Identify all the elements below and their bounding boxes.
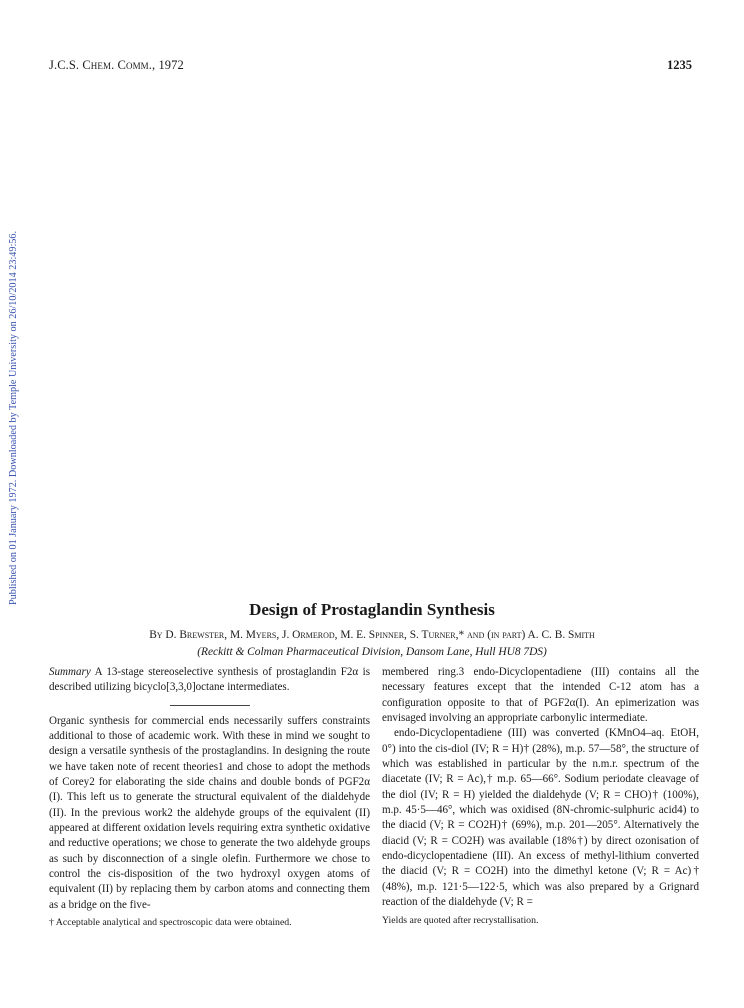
summary-body: A 13-stage stereoselective synthesis of prostaglandin F2α is described utilizing bicyclo[3,3,0]octane intermediates. <box>49 666 371 694</box>
article-title: Design of Prostaglandin Synthesis <box>249 600 495 619</box>
footnote-yields: Yields are quoted after recrystallisation. <box>382 914 539 926</box>
author-line <box>0 629 744 641</box>
author-names: By D. Brewster, M. Myers, J. Ormerod, M. E. Spinner, S. Turner,* and (in part) A. C. B. Smith <box>149 629 595 641</box>
left-column <box>49 665 370 931</box>
journal-citation: J.C.S. Chem. Comm., 1972 <box>49 58 184 72</box>
summary-label: Summary <box>49 666 91 678</box>
body-paragraph-1: Organic synthesis for commercial ends necessarily suffers constraints additional to those of academic work. With these in mind we sought to design a versatile synthesis of the prostaglandins. In designing the route we have taken note of recent theories1 and chose to adopt the methods of Corey2 for elaborating the side chains and double bonds of PGF2α (I). This left us to generate the structural equivalent of the dialdehyde (II). In the previous work2 the aldehyde groups of the equivalent (II) appeared at different oxidation levels requiring extra synthetic oxidative and reductive operations; we chose to generate the two aldehyde groups as such by disconnection of a single olefin. Furthermore we chose to control the cis-disposition of the two hydroxyl oxygen atoms of equivalent (II) by replacing them by carbon atoms and connecting them as a bridge on the five- <box>49 714 370 911</box>
journal-header <box>49 58 184 73</box>
body-paragraph-2: membered ring.3 endo-Dicyclopentadiene (III) contains all the necessary features except that the intended C-12 atom has a configuration opposite to that of PGF2α(I). An epimerization was envisaged involving an appropriate carbonylic intermediate. <box>382 666 699 725</box>
right-column <box>382 665 699 928</box>
affiliation: (Reckitt & Colman Pharmaceutical Division, Dansom Lane, Hull HU8 7DS) <box>197 646 547 658</box>
section-divider <box>170 705 250 706</box>
summary-text <box>49 665 370 696</box>
download-watermark: Published on 01 January 1972. Downloaded by Temple University on 26/10/2014 23:49:56. <box>8 230 19 605</box>
body-paragraph-3: endo-Dicyclopentadiene (III) was converted (KMnO4–aq. EtOH, 0°) into the cis-diol (IV; R = H)† (28%), m.p. 57—58°, the structure of which was established in particular by the n.m.r. spectrum of the diacetate (IV; R = Ac),† m.p. 65—66°. Sodium periodate cleavage of the diol (IV; R = H) yielded the dialdehyde (V; R = CHO)† (100%), m.p. 45·5—46°, which was oxidised (8N-chromic-sulphuric acid4) to the diacid (V; R = CO2H)† (69%), m.p. 201—205°. Alternatively the diacid (V; R = CO2H) was available (18%†) by direct ozonisation of endo-dicyclopentadiene (III). An excess of methyl-lithium converted the diacid (V; R = CO2H) into the dimethyl ketone (V; R = Ac)† (48%), m.p. 121·5—122·5, which was also prepared by a Grignard reaction of the dialdehyde (V; R = <box>382 727 699 909</box>
page-number: 1235 <box>667 58 692 72</box>
footnote-dagger: † Acceptable analytical and spectroscopic data were obtained. <box>49 917 292 929</box>
summary-block <box>49 665 370 696</box>
